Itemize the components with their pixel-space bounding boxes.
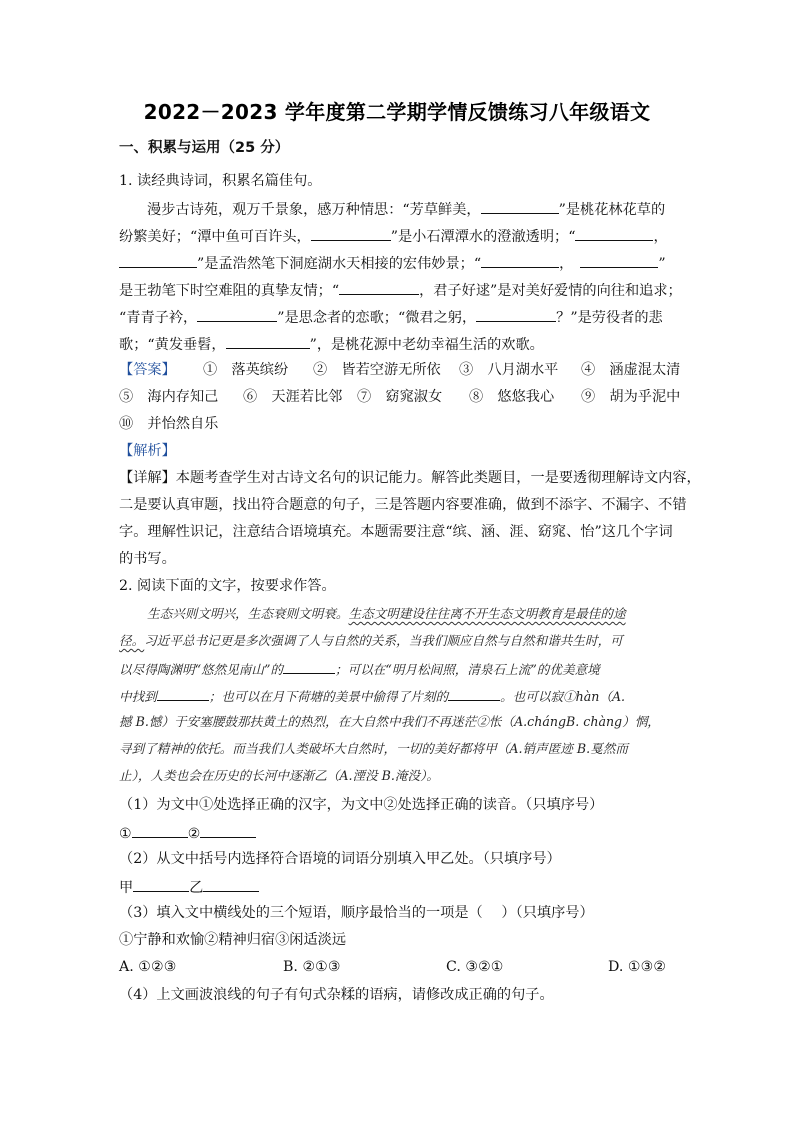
q1-line-4: 是王勃笔下时空难阻的真挚友情；“ ，君子好逑”是对美好爱情的向往和追求； [119, 279, 679, 301]
passage-line-3: 以尽得陶渊明“悠然见南山”的 ；可以在“明月松间照，清泉石上流”的优美意境 [119, 658, 679, 680]
fill-blank[interactable] [339, 279, 419, 295]
analysis-line-3: 字。理解性识记，注意结合语境填充。本题需要注意“缤、涵、涯、窈窕、怡”这几个字词 [119, 524, 673, 540]
answer-item: ⑧ 悠悠我心 [469, 389, 555, 405]
fill-blank[interactable] [575, 225, 653, 241]
answer-item: ⑩ 并怡然自乐 [119, 416, 219, 432]
analysis-line-4: 的书写。 [119, 551, 176, 567]
passage-line-5: 撼 B.憾）于安塞腰鼓那扶黄土的热烈，在大自然中我们不再迷茫②怅（A.chángB. chàng）惘， [119, 714, 660, 729]
q1-line-3: ”是孟浩然笔下洞庭湖水天相接的宏伟妙景；“ ， ” [119, 252, 679, 274]
option-d[interactable]: D. ①③② [608, 959, 667, 975]
analysis-line-2: 二是要认真审题，找出符合题意的句子，三是答题内容要准确，做到不添字、不漏字、不错 [119, 497, 687, 513]
sub-question-2: （2）从文中括号内选择符合语境的词语分别填入甲乙处。（只填序号） [119, 851, 561, 867]
answer-item: ⑨ 胡为乎泥中 [581, 389, 681, 405]
question-2-stem: 2. 阅读下面的文字，按要求作答。 [119, 578, 336, 594]
answer-item: ③ 八月湖水平 [459, 362, 559, 378]
q1-line-6: 歌；“黄发垂髫， ”，是桃花源中老幼幸福生活的欢歌。 [119, 333, 679, 355]
sub-question-2-blanks: 甲 乙 [119, 876, 679, 898]
fill-blank[interactable] [481, 198, 559, 214]
option-c[interactable]: C. ③②① [446, 959, 504, 975]
answer-item: ① 落英缤纷 [203, 362, 289, 378]
answer-item: ④ 涵虚混太清 [581, 362, 681, 378]
section-heading: 一、积累与运用（25 分） [119, 140, 290, 156]
passage-line-6: 寻到了精神的依托。而当我们人类破坏大自然时，一切的美好都将甲（A.销声匿迹 B.戛然而 [119, 741, 628, 756]
fill-blank[interactable] [157, 685, 209, 701]
sub-question-1: （1）为文中①处选择正确的汉字，为文中②处选择正确的读音。（只填序号） [119, 797, 604, 813]
answer-blank[interactable] [200, 822, 256, 838]
fill-blank[interactable] [481, 252, 559, 268]
fill-blank[interactable] [448, 685, 500, 701]
fill-blank[interactable] [580, 252, 658, 268]
question-1-stem: 1. 读经典诗词，积累名篇佳句。 [119, 173, 322, 189]
sub-question-4: （4）上文画波浪线的句子有句式杂糅的语病，请修改成正确的句子。 [119, 987, 554, 1003]
q1-line-1: 漫步古诗苑，观万千景象，感万种情思：“芳草鲜美， ”是桃花林花草的 [147, 198, 679, 220]
sub-question-1-blanks: ① ② [119, 822, 679, 844]
wavy-sentence-end: 径。 [119, 633, 145, 648]
passage-line-7: 止），人类也会在历史的长河中逐渐乙（A.湮没 B.淹没）。 [119, 768, 440, 783]
fill-blank[interactable] [476, 306, 556, 322]
passage-line-1: 生态兴则文明兴，生态衰则文明衰。生态文明建设往往离不开生态文明教育是最佳的途 [147, 606, 626, 621]
option-a[interactable]: A. ①②③ [119, 959, 177, 975]
q1-line-5: “青青子衿， ”是思念者的恋歌；“微君之躬， ？”是劳役者的悲 [119, 306, 679, 328]
detail-label: 【详解】 [119, 470, 176, 486]
answer-item: ⑤ 海内存知己 [119, 389, 219, 405]
answer-blank[interactable] [133, 876, 189, 892]
fill-blank[interactable] [226, 333, 310, 349]
answer-label: 【答案】 [119, 362, 176, 378]
fill-blank[interactable] [119, 252, 197, 268]
answer-item: ⑦ 窈窕淑女 [357, 389, 443, 405]
analysis-line-1: 【详解】本题考查学生对古诗文名句的识记能力。解答此类题目，一是要透彻理解诗文内容， [119, 470, 701, 486]
passage-line-2: 径。习近平总书记更是多次强调了人与自然的关系，当我们顺应自然与自然和谐共生时，可 [119, 633, 623, 648]
sub-question-3-phrases: ①宁静和欢愉②精神归宿③闲适淡远 [119, 932, 347, 948]
q1-line-2: 纷繁美好；“潭中鱼可百许头， ”是小石潭潭水的澄澈透明；“ ， [119, 225, 679, 247]
fill-blank[interactable] [283, 658, 335, 674]
sub-question-3: （3）填入文中横线处的三个短语，顺序最恰当的一项是（ ）（只填序号） [119, 905, 594, 921]
fill-blank[interactable] [311, 225, 391, 241]
fill-blank[interactable] [197, 306, 277, 322]
answer-blank[interactable] [203, 876, 259, 892]
answer-blank[interactable] [132, 822, 188, 838]
page-title: 2022－2023 学年度第二学期学情反馈练习八年级语文 [143, 100, 651, 124]
passage-line-4: 中找到 ；也可以在月下荷塘的美景中偷得了片刻的 。也可以寂①hàn（A. [119, 685, 679, 707]
analysis-label: 【解析】 [119, 443, 176, 459]
answer-item: ⑥ 天涯若比邻 [243, 389, 343, 405]
answer-item: ② 皆若空游无所依 [313, 362, 441, 378]
wavy-sentence: 生态文明建设往往离不开生态文明教育是最佳的途 [348, 606, 626, 621]
option-b[interactable]: B. ②①③ [283, 959, 341, 975]
